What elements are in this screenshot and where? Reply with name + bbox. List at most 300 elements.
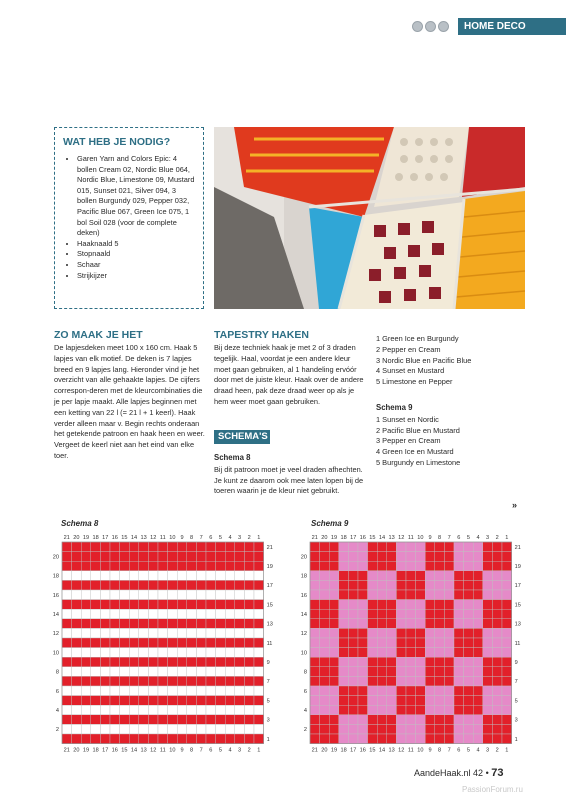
grid-cell xyxy=(225,619,235,629)
grid-cell xyxy=(492,628,502,638)
column-label: 18 xyxy=(340,747,347,754)
grid-cell xyxy=(464,552,474,562)
grid-cell xyxy=(368,561,378,571)
grid-cell xyxy=(339,638,349,648)
grid-cell xyxy=(444,638,454,648)
column-label: 15 xyxy=(369,535,376,541)
grid-cell xyxy=(396,705,406,715)
grid-cell xyxy=(235,619,245,629)
grid-cell xyxy=(120,571,130,581)
grid-cell xyxy=(129,724,139,734)
tapestry-text xyxy=(214,343,364,408)
grid-cell xyxy=(329,667,339,677)
grid-cell xyxy=(216,715,226,725)
grid-cell xyxy=(254,705,264,715)
grid-cell xyxy=(444,590,454,600)
grid-cell xyxy=(235,724,245,734)
grid-cell xyxy=(254,696,264,706)
grid-cell xyxy=(225,686,235,696)
grid-cell xyxy=(406,705,416,715)
row-label: 16 xyxy=(300,592,307,599)
grid-cell xyxy=(196,580,206,590)
column-label: 7 xyxy=(199,535,203,541)
continue-arrow: » xyxy=(512,500,518,510)
grid-cell xyxy=(196,590,206,600)
grid-cell xyxy=(139,590,149,600)
grid-cell xyxy=(206,724,216,734)
grid-cell xyxy=(444,724,454,734)
grid-cell xyxy=(196,542,206,552)
grid-cell xyxy=(129,609,139,619)
grid-cell xyxy=(358,609,368,619)
grid-cell xyxy=(406,648,416,658)
grid-cell xyxy=(416,686,426,696)
grid-cell xyxy=(483,696,493,706)
watermark: PassionForum.ru xyxy=(462,785,523,794)
grid-cell xyxy=(368,552,378,562)
grid-cell xyxy=(120,724,130,734)
grid-cell xyxy=(454,715,464,725)
grid-cell xyxy=(435,561,445,571)
grid-cell xyxy=(320,571,330,581)
chart-title: Schema 8 xyxy=(61,519,99,528)
grid-cell xyxy=(502,609,512,619)
grid-cell xyxy=(339,552,349,562)
grid-cell xyxy=(368,609,378,619)
grid-cell xyxy=(148,724,158,734)
grid-cell xyxy=(120,705,130,715)
grid-cell xyxy=(254,590,264,600)
grid-cell xyxy=(348,571,358,581)
grid-cell xyxy=(348,628,358,638)
grid-cell xyxy=(435,609,445,619)
grid-cell xyxy=(396,571,406,581)
grid-cell xyxy=(435,648,445,658)
paragraph: Bij deze techniek haak je met 2 of 3 draden tegelijk. Haal, voordat je een andere kleur moet gaan gebruiken, al 1 handeling ervóór door met de juiste kleur. Haak over de andere draad heen, pak deze draad weer op als je hem weer moet gaan gebruiken. xyxy=(214,343,364,406)
grid-cell xyxy=(444,571,454,581)
grid-cell xyxy=(329,542,339,552)
grid-cell xyxy=(435,552,445,562)
column-label: 14 xyxy=(130,747,138,754)
grid-cell xyxy=(406,724,416,734)
grid-cell xyxy=(177,571,187,581)
column-label: 20 xyxy=(73,747,80,754)
grid-cell xyxy=(120,715,130,725)
grid-cell xyxy=(310,619,320,629)
grid-cell xyxy=(158,619,168,629)
column-label: 17 xyxy=(102,535,109,541)
grid-cell xyxy=(310,657,320,667)
grid-cell xyxy=(158,667,168,677)
grid-cell xyxy=(129,561,139,571)
column-label: 12 xyxy=(398,747,405,754)
grid-cell xyxy=(129,696,139,706)
grid-cell xyxy=(329,676,339,686)
grid-cell xyxy=(339,600,349,610)
grid-cell xyxy=(216,561,226,571)
row-label: 8 xyxy=(303,669,307,676)
grid-cell xyxy=(502,590,512,600)
grid-cell xyxy=(444,552,454,562)
grid-cell xyxy=(396,686,406,696)
grid-cell xyxy=(254,542,264,552)
grid-cell xyxy=(235,638,245,648)
row-label: 18 xyxy=(300,573,307,580)
grid-cell xyxy=(368,696,378,706)
grid-cell xyxy=(320,552,330,562)
grid-cell xyxy=(91,580,101,590)
grid-cell xyxy=(62,734,72,744)
grid-cell xyxy=(320,619,330,629)
grid-cell xyxy=(377,715,387,725)
column-label: 17 xyxy=(102,747,109,754)
grid-cell xyxy=(444,657,454,667)
grid-cell xyxy=(320,648,330,658)
grid-cell xyxy=(187,600,197,610)
grid-cell xyxy=(444,580,454,590)
grid-cell xyxy=(502,715,512,725)
grid-cell xyxy=(244,696,254,706)
grid-cell xyxy=(368,715,378,725)
grid-cell xyxy=(100,705,110,715)
grid-cell xyxy=(72,619,82,629)
grid-cell xyxy=(62,552,72,562)
list-item: 1 Sunset en Nordic xyxy=(376,414,439,424)
grid-cell xyxy=(91,542,101,552)
grid-cell xyxy=(206,542,216,552)
grid-cell xyxy=(139,724,149,734)
grid-cell xyxy=(148,638,158,648)
grid-cell xyxy=(177,638,187,648)
grid-cell xyxy=(387,686,397,696)
grid-cell xyxy=(454,686,464,696)
grid-cell xyxy=(387,628,397,638)
grid-cell xyxy=(168,676,178,686)
grid-cell xyxy=(100,571,110,581)
grid-cell xyxy=(187,696,197,706)
row-label: 11 xyxy=(266,640,273,647)
column-label: 3 xyxy=(238,535,242,541)
grid-cell xyxy=(425,657,435,667)
grid-cell xyxy=(62,705,72,715)
grid-cell xyxy=(464,542,474,552)
grid-cell xyxy=(348,580,358,590)
grid-cell xyxy=(91,715,101,725)
grid-cell xyxy=(120,590,130,600)
grid-cell xyxy=(216,657,226,667)
grid-cell xyxy=(377,648,387,658)
grid-cell xyxy=(110,696,120,706)
grid-cell xyxy=(377,542,387,552)
grid-cell xyxy=(235,667,245,677)
grid-cell xyxy=(196,648,206,658)
grid-cell xyxy=(454,580,464,590)
grid-cell xyxy=(435,600,445,610)
grid-cell xyxy=(502,657,512,667)
column-label: 11 xyxy=(159,747,166,754)
grid-cell xyxy=(348,724,358,734)
grid-cell xyxy=(244,580,254,590)
grid-cell xyxy=(310,638,320,648)
grid-cell xyxy=(435,696,445,706)
grid-cell xyxy=(91,619,101,629)
grid-cell xyxy=(62,542,72,552)
grid-cell xyxy=(225,600,235,610)
page-number: 73 xyxy=(491,767,504,779)
grid-cell xyxy=(100,696,110,706)
column-label: 12 xyxy=(398,535,405,541)
grid-cell xyxy=(454,590,464,600)
grid-cell xyxy=(168,657,178,667)
grid-cell xyxy=(310,696,320,706)
grid-cell xyxy=(406,542,416,552)
grid-cell xyxy=(139,571,149,581)
grid-cell xyxy=(148,696,158,706)
grid-cell xyxy=(492,705,502,715)
grid-cell xyxy=(444,676,454,686)
grid-cell xyxy=(91,600,101,610)
grid-cell xyxy=(177,628,187,638)
grid-cell xyxy=(168,638,178,648)
grid-cell xyxy=(406,552,416,562)
list-item: • Schaar xyxy=(77,260,197,271)
grid-cell xyxy=(320,696,330,706)
grid-cell xyxy=(177,600,187,610)
grid-cell xyxy=(148,571,158,581)
grid-cell xyxy=(473,580,483,590)
grid-cell xyxy=(158,734,168,744)
list-item: 4 Sunset en Mustard xyxy=(376,366,445,376)
row-label: 3 xyxy=(266,717,270,724)
grid-cell xyxy=(473,590,483,600)
grid-cell xyxy=(225,552,235,562)
row-label: 9 xyxy=(266,660,270,666)
grid-cell xyxy=(406,734,416,744)
column-label: 2 xyxy=(495,535,499,541)
grid-cell xyxy=(358,619,368,629)
column-label: 3 xyxy=(238,747,242,754)
grid-cell xyxy=(377,638,387,648)
grid-cell xyxy=(454,571,464,581)
grid-cell xyxy=(396,628,406,638)
grid-cell xyxy=(254,571,264,581)
magazine-name: AandeHaak.nl 42 xyxy=(414,768,484,778)
grid-cell xyxy=(254,667,264,677)
grid-cell xyxy=(177,619,187,629)
grid-cell xyxy=(129,657,139,667)
row-label: 5 xyxy=(514,698,518,705)
blanket-photo xyxy=(214,127,525,309)
grid-cell xyxy=(91,686,101,696)
grid-cell xyxy=(435,657,445,667)
grid-cell xyxy=(62,628,72,638)
grid-cell xyxy=(148,734,158,744)
grid-cell xyxy=(196,667,206,677)
grid-cell xyxy=(339,705,349,715)
grid-cell xyxy=(368,580,378,590)
grid-cell xyxy=(377,667,387,677)
grid-cell xyxy=(187,686,197,696)
grid-cell xyxy=(168,715,178,725)
grid-cell xyxy=(244,686,254,696)
grid-cell xyxy=(358,580,368,590)
grid-cell xyxy=(235,734,245,744)
grid-cell xyxy=(464,561,474,571)
grid-cell xyxy=(206,561,216,571)
color-list-schema9 xyxy=(376,403,526,469)
grid-cell xyxy=(473,571,483,581)
grid-cell xyxy=(244,571,254,581)
grid-cell xyxy=(425,609,435,619)
grid-cell xyxy=(235,676,245,686)
grid-cell xyxy=(492,734,502,744)
grid-cell xyxy=(416,715,426,725)
circle-icon xyxy=(425,21,436,32)
grid-cell xyxy=(254,552,264,562)
column-label: 21 xyxy=(63,747,70,754)
grid-cell xyxy=(139,619,149,629)
grid-cell xyxy=(62,590,72,600)
grid-cell xyxy=(62,657,72,667)
grid-cell xyxy=(492,590,502,600)
grid-cell xyxy=(235,648,245,658)
column-label: 10 xyxy=(169,747,176,754)
grid-cell xyxy=(473,715,483,725)
list-item: • Garen Yarn and Colors Epic: 4 bollen Cream 02, Nordic Blue 064, Nordic Blue, Limestone 09, Mustard 015, Sunset 021, Silver 094, 3 bollen Burgundy 029, Pepper 032, Pacific Blue 067, Green Ice 075, 1 bol Soil 028 (voor de complete deken) xyxy=(77,154,197,239)
column-label: 16 xyxy=(111,535,118,541)
grid-cell xyxy=(396,542,406,552)
grid-cell xyxy=(139,542,149,552)
grid-cell xyxy=(120,542,130,552)
grid-cell xyxy=(454,734,464,744)
grid-cell xyxy=(110,724,120,734)
grid-cell xyxy=(206,705,216,715)
grid-cell xyxy=(310,609,320,619)
grid-cell xyxy=(110,638,120,648)
grid-cell xyxy=(187,542,197,552)
grid-cell xyxy=(502,705,512,715)
grid-cell xyxy=(187,628,197,638)
grid-cell xyxy=(235,657,245,667)
column-label: 4 xyxy=(228,535,232,541)
grid-cell xyxy=(168,705,178,715)
grid-cell xyxy=(216,619,226,629)
grid-cell xyxy=(72,667,82,677)
grid-cell xyxy=(310,552,320,562)
grid-cell xyxy=(320,705,330,715)
grid-cell xyxy=(254,734,264,744)
grid-cell xyxy=(435,705,445,715)
grid-cell xyxy=(387,590,397,600)
grid-cell xyxy=(148,715,158,725)
grid-cell xyxy=(396,734,406,744)
grid-cell xyxy=(483,619,493,629)
grid-cell xyxy=(196,609,206,619)
grid-cell xyxy=(206,734,216,744)
grid-cell xyxy=(454,724,464,734)
grid-cell xyxy=(216,600,226,610)
grid-cell xyxy=(72,705,82,715)
grid-cell xyxy=(139,734,149,744)
grid-cell xyxy=(244,648,254,658)
grid-cell xyxy=(473,724,483,734)
grid-cell xyxy=(348,696,358,706)
grid-cell xyxy=(110,600,120,610)
column-label: 10 xyxy=(417,747,424,754)
grid-cell xyxy=(177,676,187,686)
grid-cell xyxy=(158,552,168,562)
grid-cell xyxy=(177,734,187,744)
grid-cell xyxy=(492,552,502,562)
grid-cell xyxy=(187,667,197,677)
grid-cell xyxy=(492,648,502,658)
column-label: 13 xyxy=(140,535,147,541)
grid-cell xyxy=(473,657,483,667)
grid-cell xyxy=(358,676,368,686)
grid-cell xyxy=(72,648,82,658)
grid-cell xyxy=(158,676,168,686)
list-item: • Strijkijzer xyxy=(77,271,197,282)
grid-cell xyxy=(139,638,149,648)
grid-cell xyxy=(329,628,339,638)
column-label: 14 xyxy=(378,535,386,541)
grid-cell xyxy=(120,619,130,629)
grid-cell xyxy=(100,676,110,686)
grid-cell xyxy=(416,609,426,619)
grid-cell xyxy=(168,590,178,600)
grid-cell xyxy=(196,552,206,562)
grid-cell xyxy=(120,686,130,696)
column-label: 4 xyxy=(476,747,480,754)
paragraph: De lapjesdeken meet 100 x 160 cm. Haak 5 lapjes van elk motief. De deken is 7 lapjes breed en 9 lapjes lang. Hieronder vind je het overzicht van alle gehaakte lapjes. De cijfers correspon-deren met de kleurcombinaties die je per lapje maakt. Alle lapjes beginnen met een ketting van 22 l (= 21 l + 1 keerl). Haak verder alleen maar v. Begin rechts onderaan het getekende patroon en haak heen en weer. Vergeet de keerl niet aan het eind van elke toer. xyxy=(54,343,205,460)
grid-cell xyxy=(62,600,72,610)
grid-cell xyxy=(235,552,245,562)
grid-cell xyxy=(464,619,474,629)
grid-cell xyxy=(416,619,426,629)
grid-cell xyxy=(425,542,435,552)
grid-cell xyxy=(235,686,245,696)
grid-cell xyxy=(196,705,206,715)
grid-cell xyxy=(158,580,168,590)
grid-cell xyxy=(483,676,493,686)
grid-cell xyxy=(377,696,387,706)
grid-cell xyxy=(358,590,368,600)
grid-cell xyxy=(502,696,512,706)
grid-cell xyxy=(177,715,187,725)
subheading: Schema 8 xyxy=(214,453,251,462)
row-label: 7 xyxy=(514,679,518,686)
grid-cell xyxy=(368,724,378,734)
grid-cell xyxy=(254,657,264,667)
grid-cell xyxy=(206,648,216,658)
list-item: • Stopnaald xyxy=(77,249,197,260)
grid-cell xyxy=(139,600,149,610)
grid-cell xyxy=(464,648,474,658)
grid-cell xyxy=(110,715,120,725)
grid-cell xyxy=(387,676,397,686)
grid-cell xyxy=(100,648,110,658)
grid-cell xyxy=(396,609,406,619)
grid-cell xyxy=(235,705,245,715)
row-label: 14 xyxy=(52,612,59,618)
grid-cell xyxy=(100,609,110,619)
grid-cell xyxy=(81,600,91,610)
grid-cell xyxy=(91,552,101,562)
column-label: 12 xyxy=(150,535,157,541)
grid-cell xyxy=(444,648,454,658)
grid-cell xyxy=(62,638,72,648)
grid-cell xyxy=(329,657,339,667)
